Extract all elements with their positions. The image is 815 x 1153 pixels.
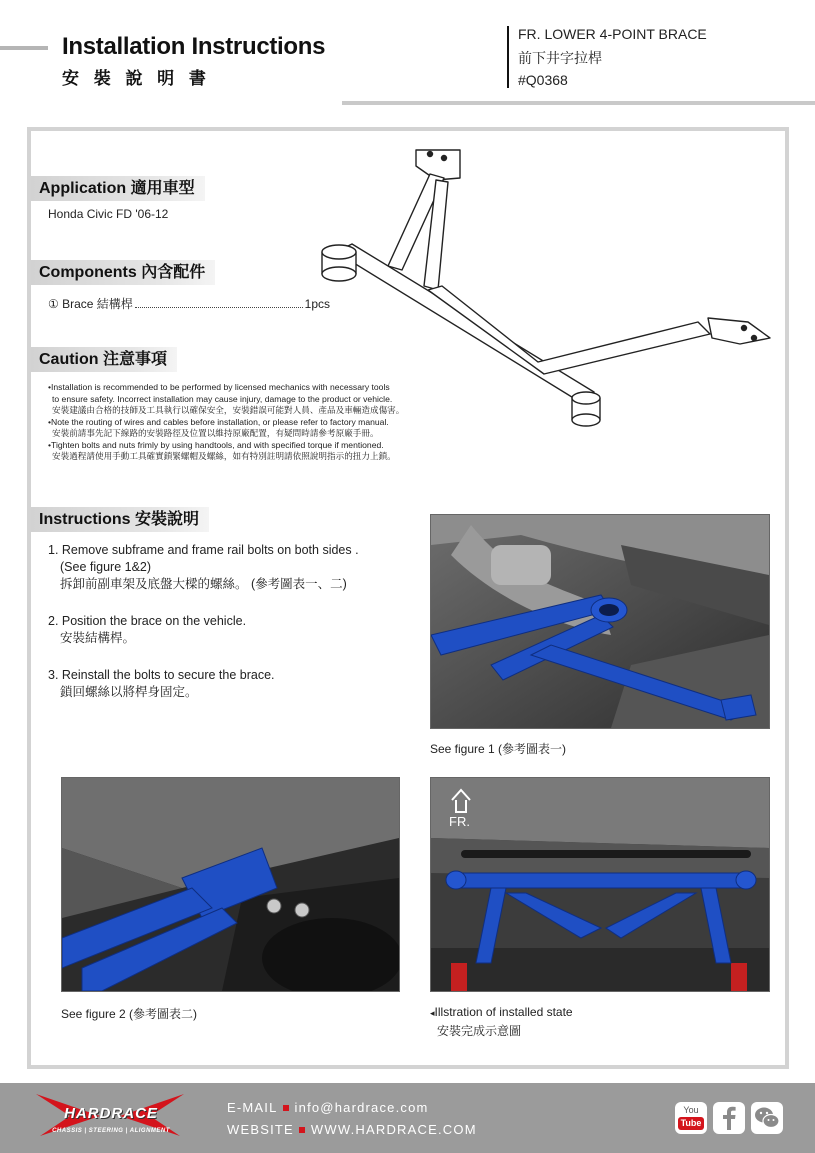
website-line xyxy=(227,1122,477,1137)
caution-line: •Note the routing of wires and cables before installation, or please refer to factory manual. xyxy=(48,416,389,427)
caution-line: •Tighten bolts and nuts frimly by using handtools, and with specified torque if mentioned. xyxy=(48,439,384,450)
figure-2-caption: See figure 2 (參考圖表二) xyxy=(61,1007,198,1021)
page-title: Installation Instructions xyxy=(62,33,326,60)
front-label: FR. xyxy=(449,814,470,829)
caution-heading-zh: 注意事項 xyxy=(103,351,168,368)
header-rule-left xyxy=(0,46,48,50)
youtube-icon-top: You xyxy=(683,1105,699,1115)
figure-1-photo xyxy=(430,514,770,729)
instruction-step-1 xyxy=(48,542,418,593)
product-name-en: FR. LOWER 4-POINT BRACE xyxy=(518,26,707,42)
figure-1-caption: See figure 1 (參考圖表一) xyxy=(430,742,567,756)
installed-caption-en xyxy=(430,1005,573,1019)
components-heading-zh: 內含配件 xyxy=(141,264,206,281)
step-3-text-en: 3. Reinstall the bolts to secure the brace. xyxy=(48,668,275,682)
youtube-icon-bottom: Tube xyxy=(678,1117,704,1130)
component-item: ① Brace 結構桿 xyxy=(48,297,133,311)
caution-heading xyxy=(31,347,177,372)
hardrace-logo xyxy=(30,1090,190,1140)
bullet-icon xyxy=(299,1127,305,1133)
installed-state-photo xyxy=(430,777,770,992)
caution-line: 安裝過程請使用手動工具確實鎖緊螺帽及螺絲，如有特別註明請依照說明指示的扭力上鎖。 xyxy=(52,451,396,461)
brace-cross-bar xyxy=(336,244,594,402)
figure-2-photo xyxy=(61,777,400,992)
header-divider xyxy=(507,26,509,88)
caution-line: 安裝前請事先記下線路的安裝路徑及位置以維持原廠配置，有疑問時請參考原廠手冊。 xyxy=(52,428,379,438)
caution-line: to ensure safety. Incorrect installation may cause injury, damage to the product or vehicle. xyxy=(52,393,393,404)
brace-right-bracket xyxy=(708,318,770,344)
email-line xyxy=(227,1100,429,1115)
wechat-icon[interactable] xyxy=(751,1102,783,1134)
caution-heading-en: Caution xyxy=(39,351,99,368)
email-link[interactable]: info@hardrace.com xyxy=(294,1100,429,1115)
application-heading-en: Application xyxy=(39,180,127,197)
components-heading-en: Components xyxy=(39,264,137,281)
brand-tagline: CHASSIS | STEERING | ALIGNMENT xyxy=(52,1128,170,1134)
step-2-text-en: 2. Position the brace on the vehicle. xyxy=(48,614,247,628)
caution-line: 安裝建議由合格的技師及工具執行以確保安全，安裝錯誤可能對人員、產品及車輛造成傷害。 xyxy=(52,405,405,415)
page-subtitle: 安 裝 說 明 書 xyxy=(62,69,211,88)
facebook-icon[interactable] xyxy=(713,1102,745,1134)
application-vehicle: Honda Civic FD '06-12 xyxy=(48,207,169,221)
instruction-step-3 xyxy=(48,667,418,701)
website-link[interactable]: WWW.HARDRACE.COM xyxy=(310,1122,477,1137)
component-row xyxy=(48,295,330,312)
components-heading xyxy=(31,260,215,285)
caution-text xyxy=(48,382,468,463)
caption-pointer-icon: ◂ xyxy=(430,1008,435,1018)
part-number: #Q0368 xyxy=(518,72,568,88)
component-leader-dots xyxy=(135,298,303,308)
bullet-icon xyxy=(283,1105,289,1111)
step-1-text-zh: 拆卸前副車架及底盤大樑的螺絲。 (參考圖表一、二) xyxy=(60,577,347,591)
component-qty: 1pcs xyxy=(304,297,330,311)
brand-name: HARDRACE xyxy=(64,1105,158,1122)
installed-caption-zh: 安裝完成示意圖 xyxy=(437,1024,522,1038)
instructions-heading-zh: 安裝說明 xyxy=(135,511,200,528)
product-name-zh: 前下井字拉桿 xyxy=(518,50,602,66)
application-heading xyxy=(31,176,205,201)
step-1-text-en: 1. Remove subframe and frame rail bolts on both sides . xyxy=(48,543,359,557)
instruction-step-2 xyxy=(48,613,418,647)
installed-caption-en-text: Illstration of installed state xyxy=(434,1005,573,1019)
email-label: E-MAIL xyxy=(227,1100,278,1115)
step-1-text-en-ref: (See figure 1&2) xyxy=(60,560,152,574)
step-2-text-zh: 安裝結構桿。 xyxy=(60,631,136,645)
youtube-icon[interactable] xyxy=(675,1102,707,1134)
instructions-heading xyxy=(31,507,209,532)
caution-line: •Installation is recommended to be performed by licensed mechanics with necessary tools xyxy=(48,382,390,392)
application-heading-zh: 適用車型 xyxy=(130,180,195,197)
step-3-text-zh: 鎖回螺絲以將桿身固定。 xyxy=(60,685,198,699)
instructions-heading-en: Instructions xyxy=(39,511,131,528)
website-label: WEBSITE xyxy=(227,1122,294,1137)
brace-top-bracket xyxy=(416,150,460,180)
header-rule-right xyxy=(342,101,815,105)
